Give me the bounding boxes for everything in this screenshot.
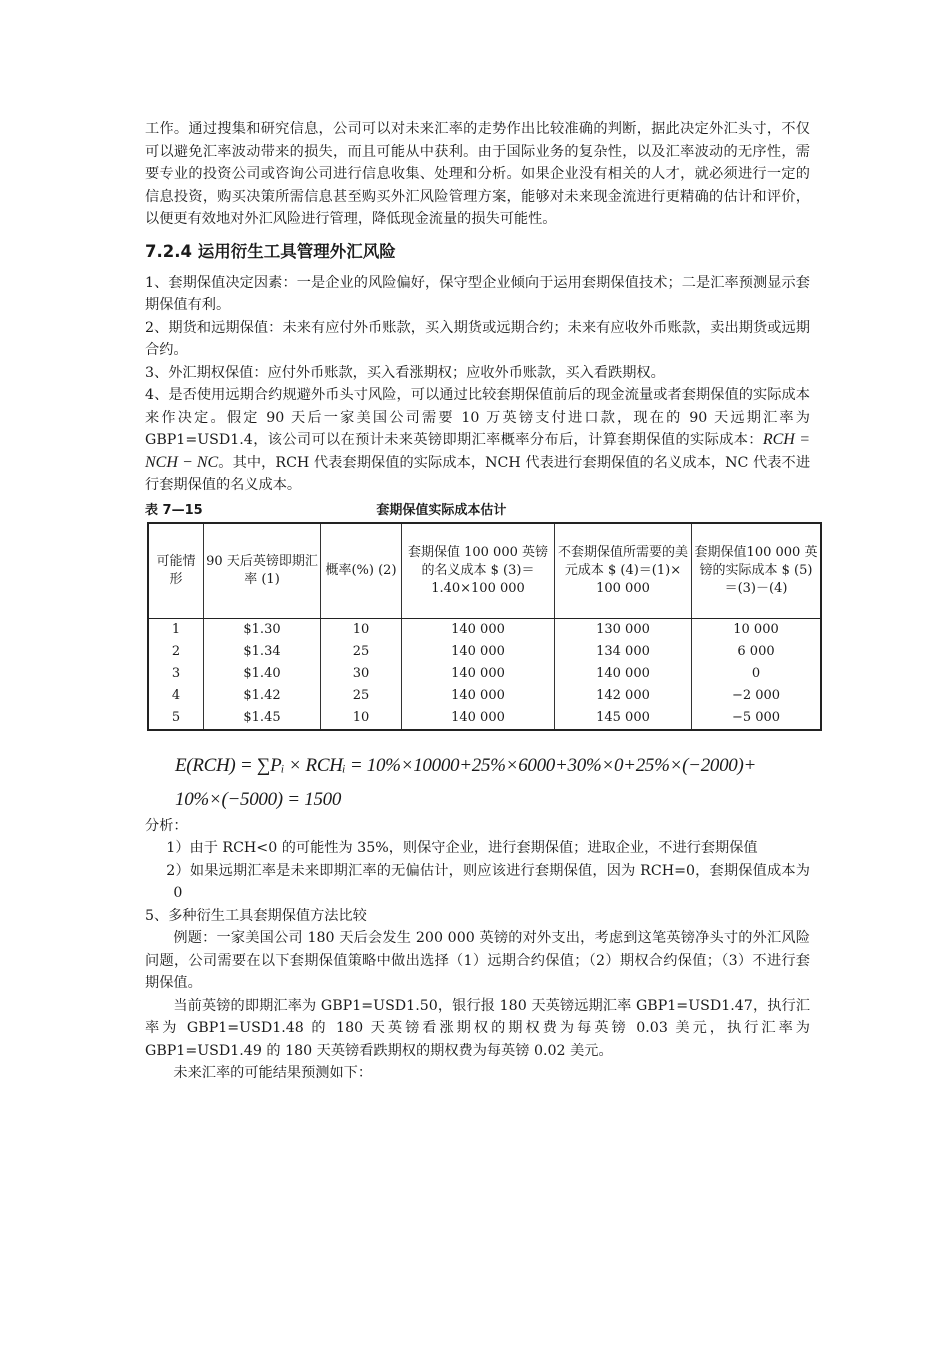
table-header-row [148, 523, 821, 619]
expected-value-equation-cont: 10%×(−5000) = 1500 [175, 788, 342, 810]
cell-spot-rate: $1.40 [204, 663, 321, 685]
hedge-cost-table [147, 522, 822, 731]
cell-scenario: 1 [148, 618, 204, 641]
analysis-point-2: 2）如果远期汇率是未来即期汇率的无偏估计，则应该进行套期保值，因为 RCH=0，套期保值成本为 0 [166, 862, 810, 901]
header-spot-rate: 90 天后英镑即期汇率 (1) [204, 523, 321, 619]
item-1: 1、套期保值决定因素：一是企业的风险偏好，保守型企业倾向于运用套期保值技术；二是汇率预测显示套期保值有利。 [145, 274, 810, 313]
cell-nominal-cost: 140 000 [402, 641, 555, 663]
item-5: 5、多种衍生工具套期保值方法比较 [145, 907, 367, 924]
header-unhedged-cost: 不套期保值所需要的美元成本 $ (4)＝(1)× 100 000 [555, 523, 692, 619]
analysis-point-1: 1）由于 RCH<0 的可能性为 35%，则保守企业，进行套期保值；进取企业，不进行套期保值 [166, 840, 758, 856]
cell-spot-rate: $1.30 [204, 618, 321, 641]
cell-real-cost: 6 000 [692, 641, 822, 663]
cell-real-cost: 10 000 [692, 618, 822, 641]
section-heading: 7.2.4 运用衍生工具管理外汇风险 [145, 241, 396, 261]
cell-probability: 25 [321, 685, 402, 707]
cell-scenario: 2 [148, 641, 204, 663]
cell-spot-rate: $1.45 [204, 707, 321, 730]
header-real-hedge-cost: 套期保值100 000 英镑的实际成本 $ (5)＝(3)－(4) [692, 523, 822, 619]
cell-nominal-cost: 140 000 [402, 618, 555, 641]
cell-real-cost: −2 000 [692, 685, 822, 707]
item-4-text-b: 。其中，RCH 代表套期保值的实际成本，NCH 代表进行套期保值的名义成本，NC 代表不进行套期保值的名义成本。 [145, 454, 811, 493]
cell-scenario: 5 [148, 707, 204, 730]
header-probability: 概率(%) (2) [321, 523, 402, 619]
example-paragraph-1: 例题：一家美国公司 180 天后会发生 200 000 英镑的对外支出，考虑到这笔英镑净头寸的外汇风险问题，公司需要在以下套期保值策略中做出选择（1）远期合约保值；（2）期权合约保值；（3）不进行套期保值。 [145, 930, 810, 991]
table-row [148, 641, 821, 663]
cell-scenario: 4 [148, 685, 204, 707]
cell-unhedged-cost: 140 000 [555, 663, 692, 685]
header-scenario: 可能情形 [148, 523, 204, 619]
table-caption [145, 499, 810, 518]
table-row [148, 663, 821, 685]
cell-spot-rate: $1.42 [204, 685, 321, 707]
cell-real-cost: −5 000 [692, 707, 822, 730]
cell-probability: 30 [321, 663, 402, 685]
cell-unhedged-cost: 145 000 [555, 707, 692, 730]
item-4 [145, 384, 810, 497]
table-label: 表 7—15 [145, 502, 203, 518]
cell-real-cost: 0 [692, 663, 822, 685]
cell-unhedged-cost: 142 000 [555, 685, 692, 707]
cell-nominal-cost: 140 000 [402, 685, 555, 707]
table-row [148, 618, 821, 641]
table-row [148, 685, 821, 707]
cell-probability: 10 [321, 618, 402, 641]
cell-probability: 25 [321, 641, 402, 663]
example-paragraph-2: 当前英镑的即期汇率为 GBP1=USD1.50，银行报 180 天英镑远期汇率 GBP1=USD1.47，执行汇率为 GBP1=USD1.48 的 180 天英镑看涨期权的期权费为每英镑 0.03 美元，执行汇率为 GBP1=USD1.49 的 180 天英镑看跌期权的期权费为每英镑 0.02 美元。 [145, 997, 810, 1059]
header-nominal-hedge-cost: 套期保值 100 000 英镑的名义成本 $ (3)＝1.40×100 000 [402, 523, 555, 619]
cell-spot-rate: $1.34 [204, 641, 321, 663]
inline-formula: RCH = NCH − NC [145, 431, 810, 471]
cell-nominal-cost: 140 000 [402, 707, 555, 730]
expected-value-equation: E(RCH) = ∑Pᵢ × RCHᵢ = 10%×10000+25%×6000+30%×0+25%×(−2000)+ [175, 754, 757, 776]
cell-unhedged-cost: 130 000 [555, 618, 692, 641]
cell-unhedged-cost: 134 000 [555, 641, 692, 663]
table-title: 套期保值实际成本估计 [376, 502, 507, 518]
analysis-label: 分析： [145, 817, 188, 834]
cell-scenario: 3 [148, 663, 204, 685]
cell-probability: 10 [321, 707, 402, 730]
example-paragraph-3: 未来汇率的可能结果预测如下： [173, 1065, 373, 1081]
table-row [148, 707, 821, 730]
item-2: 2、期货和远期保值：未来有应付外币账款，买入期货或远期合约；未来有应收外币账款，卖出期货或远期合约。 [145, 319, 810, 358]
item-3: 3、外汇期权保值：应付外币账款，买入看涨期权；应收外币账款，买入看跌期权。 [145, 364, 665, 381]
item-4-text-a: 4、是否使用远期合约规避外币头寸风险，可以通过比较套期保值前后的现金流量或者套期保值的实际成本来作决定。假定 90 天后一家美国公司需要 10 万英镑支付进口款，现在的 90 天远期汇率为 GBP1=USD1.4，该公司可以在预计未来英镑即期汇率概率分布后，计算套期保值的实际成本： [145, 387, 810, 448]
document-page [145, 118, 818, 1085]
paragraph-intro: 工作。通过搜集和研究信息，公司可以对未来汇率的走势作出比较准确的判断，据此决定外汇头寸，不仅可以避免汇率波动带来的损失，而且可能从中获利。由于国际业务的复杂性，以及汇率波动的无序性，需要专业的投资公司或咨询公司进行信息收集、处理和分析。如果企业没有相关的人才，就必须进行一定的信息投资，购买决策所需信息甚至购买外汇风险管理方案，能够对未来现金流进行更精确的估计和评价，以便更有效地对外汇风险进行管理，降低现金流量的损失可能性。 [145, 121, 810, 227]
cell-nominal-cost: 140 000 [402, 663, 555, 685]
